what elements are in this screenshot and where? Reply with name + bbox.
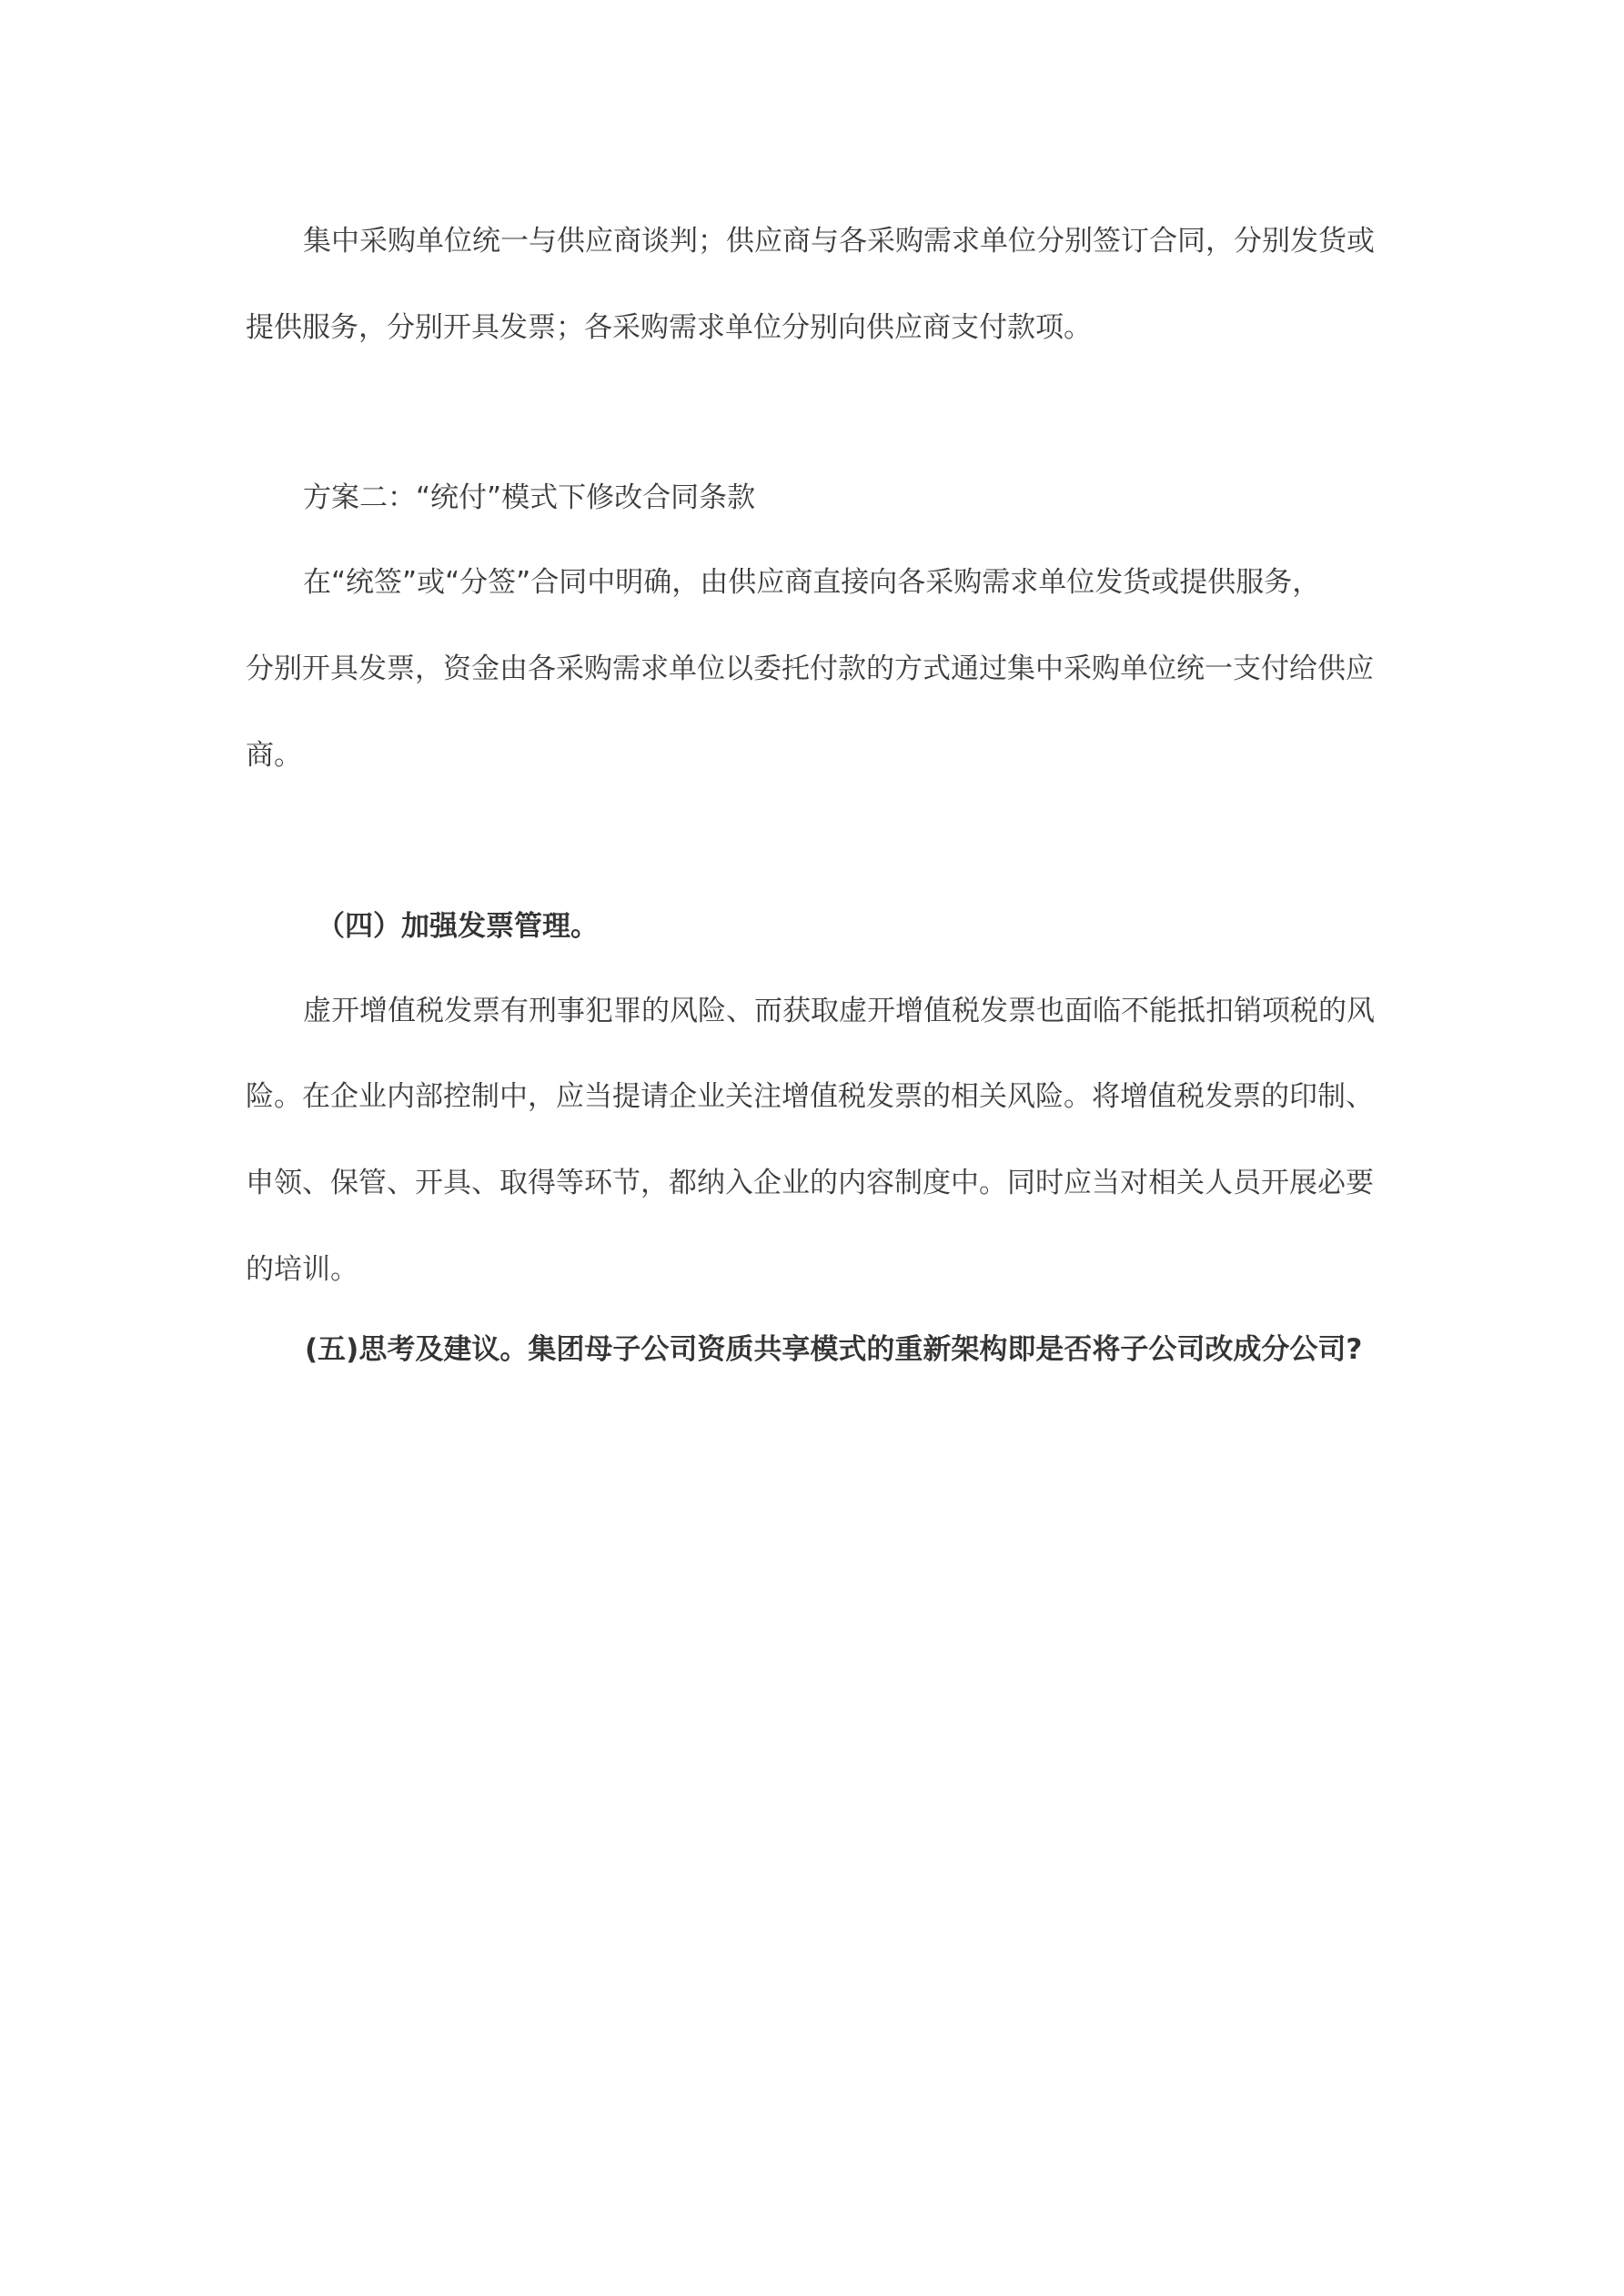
section-four-line-2: 险。在企业内部控制中，应当提请企业关注增值税发票的相关风险。将增值税发票的印制、	[246, 1080, 1374, 1113]
paragraph-1-line-1: 集中采购单位统一与供应商谈判；供应商与各采购需求单位分别签订合同，分别发货或	[303, 225, 1375, 258]
section-four-line-4: 的培训。	[246, 1253, 358, 1286]
plan-two-title: 方案二：“统付”模式下修改合同条款	[303, 481, 756, 514]
section-five-heading: (五)思考及建议。集团母子公司资质共享模式的重新架构即是否将子公司改成分公司?	[305, 1333, 1363, 1366]
paragraph-1-line-2: 提供服务，分别开具发票；各采购需求单位分别向供应商支付款项。	[246, 311, 1092, 344]
section-four-heading: （四）加强发票管理。	[317, 910, 599, 943]
plan-two-line-2: 分别开具发票，资金由各采购需求单位以委托付款的方式通过集中采购单位统一支付给供应	[246, 652, 1374, 685]
plan-two-line-3: 商。	[246, 739, 302, 772]
section-four-line-3: 申领、保管、开具、取得等环节，都纳入企业的内容制度中。同时应当对相关人员开展必要	[246, 1167, 1374, 1199]
plan-two-line-1: 在“统签”或“分签”合同中明确，由供应商直接向各采购需求单位发货或提供服务，	[303, 566, 1321, 599]
section-four-line-1: 虚开增值税发票有刑事犯罪的风险、而获取虚开增值税发票也面临不能抵扣销项税的风	[303, 995, 1375, 1027]
